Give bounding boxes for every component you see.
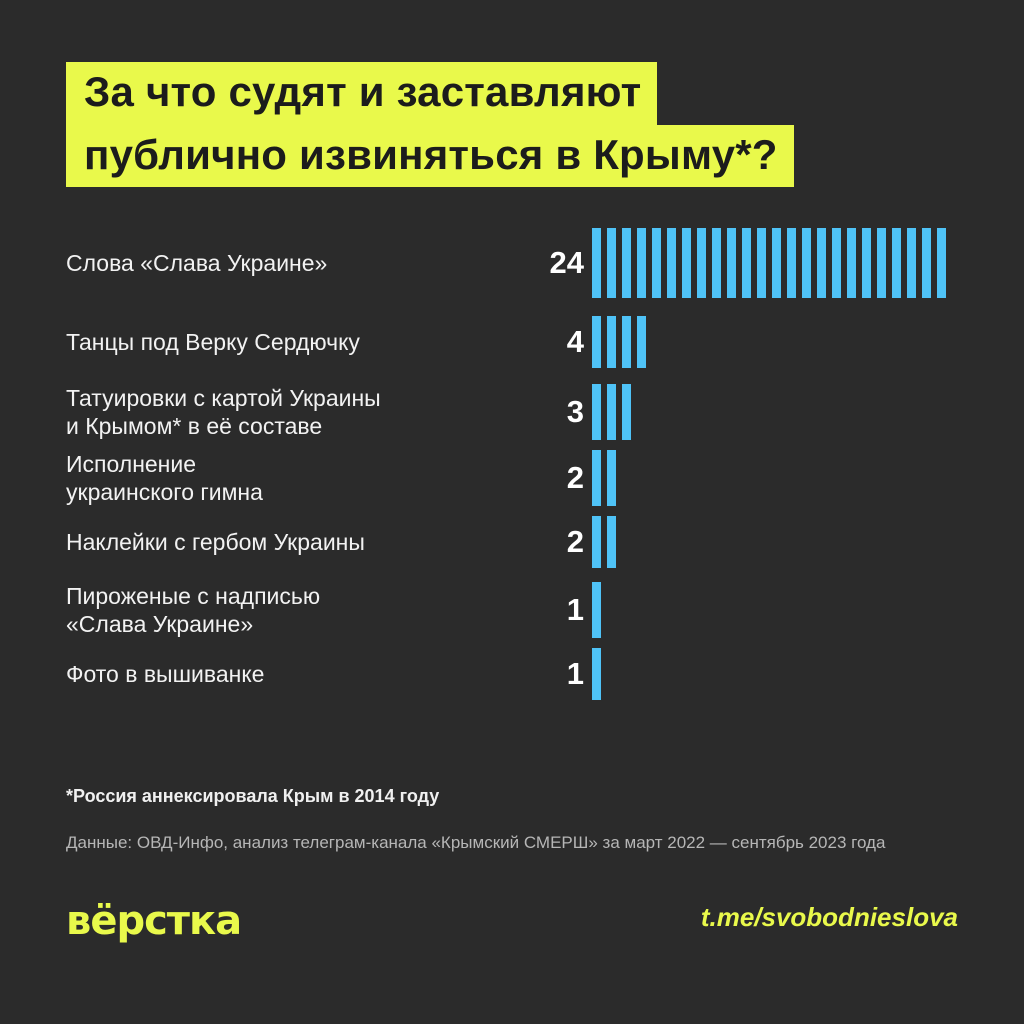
- chart-row-bars: [592, 384, 966, 440]
- chart-row: [66, 582, 966, 638]
- chart-row-value: 2: [566, 524, 584, 560]
- bar-tick: [667, 228, 676, 298]
- chart-row-label: [66, 384, 536, 440]
- chart-row-label-line: Пироженые с надписью: [66, 583, 321, 610]
- bar-tick: [607, 450, 616, 506]
- bar-tick: [607, 316, 616, 368]
- bar-tick: [937, 228, 946, 298]
- bar-tick: [712, 228, 721, 298]
- chart-row-label: [66, 582, 536, 638]
- bar-tick: [592, 450, 601, 506]
- title-line-2: публично извиняться в Крыму*?: [66, 125, 794, 188]
- chart-row-label-line: Фото в вышиванке: [66, 661, 265, 688]
- bar-tick: [802, 228, 811, 298]
- chart-row-label-line: «Слава Украине»: [66, 611, 254, 638]
- bar-tick: [787, 228, 796, 298]
- bar-tick: [592, 228, 601, 298]
- bar-tick: [652, 228, 661, 298]
- bar-tick: [877, 228, 886, 298]
- bar-tick: [622, 384, 631, 440]
- chart-row-value: 2: [566, 460, 584, 496]
- bar-tick: [592, 648, 601, 700]
- chart-row-value: 4: [566, 324, 584, 359]
- chart-row: [66, 316, 966, 368]
- bar-tick: [637, 228, 646, 298]
- bar-tick: [592, 316, 601, 368]
- source-note: Данные: ОВД-Инфо, анализ телеграм-канала «Крымский СМЕРШ» за март 2022 — сентябрь 2023 года: [66, 833, 886, 852]
- chart-row-label: [66, 528, 536, 556]
- bar-tick: [922, 228, 931, 298]
- chart-row-label: [66, 328, 536, 356]
- bar-tick: [607, 228, 616, 298]
- chart-row-label-line: Исполнение: [66, 451, 197, 478]
- bar-tick: [907, 228, 916, 298]
- bar-tick: [892, 228, 901, 298]
- bar-tick: [757, 228, 766, 298]
- bar-tick: [592, 384, 601, 440]
- bar-tick: [682, 228, 691, 298]
- bar-tick: [817, 228, 826, 298]
- bar-tick: [742, 228, 751, 298]
- chart-row-label: [66, 450, 536, 506]
- bar-tick: [592, 582, 601, 638]
- bar-tick: [772, 228, 781, 298]
- verstka-logo: вёрстка: [66, 898, 242, 944]
- chart-row-label: [66, 660, 536, 688]
- page-title: [66, 62, 926, 187]
- chart-row-value: 3: [566, 394, 584, 430]
- bar-tick: [847, 228, 856, 298]
- chart-row: [66, 648, 966, 700]
- chart-row-label-line: Наклейки с гербом Украины: [66, 529, 365, 556]
- chart-row-label-line: Слова «Слава Украине»: [66, 249, 328, 276]
- bar-tick: [607, 516, 616, 568]
- chart-row-bars: [592, 228, 966, 298]
- footnote: *Россия аннексировала Крым в 2014 году: [66, 786, 440, 806]
- bar-tick: [832, 228, 841, 298]
- chart-row: [66, 516, 966, 568]
- chart-row-label-line: Татуировки с картой Украины: [66, 385, 381, 411]
- chart-row-bars: [592, 450, 966, 506]
- chart-row-bars: [592, 316, 966, 368]
- bar-tick: [637, 316, 646, 368]
- chart-row-bars: [592, 582, 966, 638]
- telegram-link[interactable]: t.me/svobodnieslova: [700, 902, 958, 932]
- chart-row-value: 1: [566, 592, 584, 628]
- bar-tick: [727, 228, 736, 298]
- bar-tick: [592, 516, 601, 568]
- chart-row-label-line: Танцы под Верку Сердючку: [66, 328, 360, 355]
- bar-tick: [607, 384, 616, 440]
- chart-row-label-line: и Крымом* в её составе: [66, 413, 323, 440]
- chart-row-bars: [592, 516, 966, 568]
- chart-row-value: 1: [566, 656, 584, 692]
- bar-chart: [66, 228, 966, 700]
- chart-row-value: 24: [549, 245, 584, 280]
- chart-row: [66, 450, 966, 506]
- bar-tick: [862, 228, 871, 298]
- chart-row-label-line: украинского гимна: [66, 479, 263, 506]
- bar-tick: [622, 228, 631, 298]
- chart-row: [66, 228, 966, 298]
- chart-row-bars: [592, 648, 966, 700]
- bar-tick: [622, 316, 631, 368]
- chart-row: [66, 384, 966, 440]
- bar-tick: [697, 228, 706, 298]
- title-line-1: За что судят и заставляют: [66, 62, 657, 125]
- chart-row-label: [66, 249, 536, 277]
